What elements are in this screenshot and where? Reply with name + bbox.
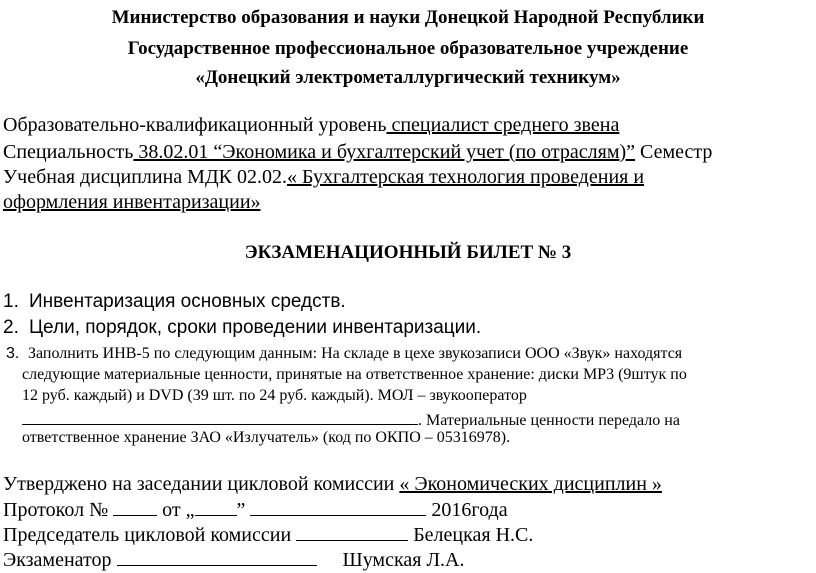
protocol-month-blank — [250, 497, 426, 516]
question-3-line3: 12 руб. каждый) и DVD (39 шт. по 24 руб. каждый). МОЛ – звукооператор — [22, 387, 527, 404]
protocol-number-blank — [113, 497, 157, 516]
question-1-text: Инвентаризация основных средств. — [29, 291, 346, 312]
examiner-label: Экзаменатор — [3, 549, 117, 571]
question-3 — [6, 343, 682, 365]
protocol-day-blank — [195, 497, 237, 516]
chair-label: Председатель цикловой комиссии — [3, 524, 297, 546]
ministry-heading: Министерство образования и науки Донецкой Народной Республики — [111, 7, 705, 28]
examiner-signature-blank — [117, 547, 317, 566]
question-2-text: Цели, порядок, сроки проведении инвентаризации. — [29, 317, 482, 338]
chair-line — [3, 522, 533, 547]
protocol-year: 2016года — [426, 499, 508, 521]
examiner-name: Шумская Л.А. — [342, 549, 465, 571]
examiner-line — [3, 547, 464, 572]
qualification-level-label: Образовательно-квалификационный уровень — [3, 114, 387, 136]
chair-signature-blank — [296, 522, 408, 541]
protocol-label: Протокол № — [3, 499, 114, 521]
discipline-label: Учебная дисциплина МДК 02.02. — [3, 166, 287, 188]
protocol-line — [3, 497, 508, 522]
discipline-line — [3, 165, 644, 189]
chair-name: Белецкая Н.С. — [408, 524, 534, 546]
mol-name-blank — [22, 406, 418, 425]
question-3-line1: Заполнить ИНВ-5 по следующим данным: На складе в цехе звукозаписи ООО «Звук» находятся — [28, 345, 683, 362]
discipline-line-2 — [3, 190, 261, 214]
qualification-level-value: специалист среднего звена — [386, 114, 620, 136]
question-3-line5: ответственное хранение ЗАО «Излучатель» (код по ОКПО – 05316978). — [22, 429, 511, 446]
institution-type-heading: Государственное профессиональное образовательное учреждение — [127, 38, 689, 59]
discipline-value-part1: « Бухгалтерская технология проведения и — [286, 166, 645, 188]
ticket-title: ЭКЗАМЕНАЦИОННЫЙ БИЛЕТ № 3 — [244, 242, 572, 263]
question-3-line2: следующие материальные ценности, принятые на ответственное хранение: диски МР3 (9штук по — [22, 366, 687, 383]
question-1 — [3, 290, 346, 314]
specialty-line — [3, 140, 712, 164]
question-1-number: 1. — [3, 291, 19, 312]
protocol-quote: ” — [236, 499, 251, 521]
approval-line — [3, 472, 662, 496]
question-2-number: 2. — [3, 317, 19, 338]
institution-name-heading: «Донецкий электрометаллургический техникум» — [195, 67, 621, 88]
qualification-level-line — [3, 113, 619, 137]
approval-label: Утверджено на заседании цикловой комиссии — [3, 473, 400, 495]
question-3-number: 3. — [6, 345, 20, 362]
specialty-value: 38.02.01 “Экономика и бухгалтерский учет (по отраслям)” — [133, 141, 636, 163]
question-3-line4-text: . Материальные ценности передало на — [418, 412, 680, 429]
protocol-from-label: от „ — [157, 499, 195, 521]
commission-name: « Экономических дисциплин » — [399, 473, 662, 495]
discipline-value-part2: оформления инвентаризации» — [3, 191, 261, 213]
question-2 — [3, 316, 481, 340]
specialty-label: Специальность — [3, 141, 134, 163]
semester-label: Семестр — [635, 141, 713, 163]
